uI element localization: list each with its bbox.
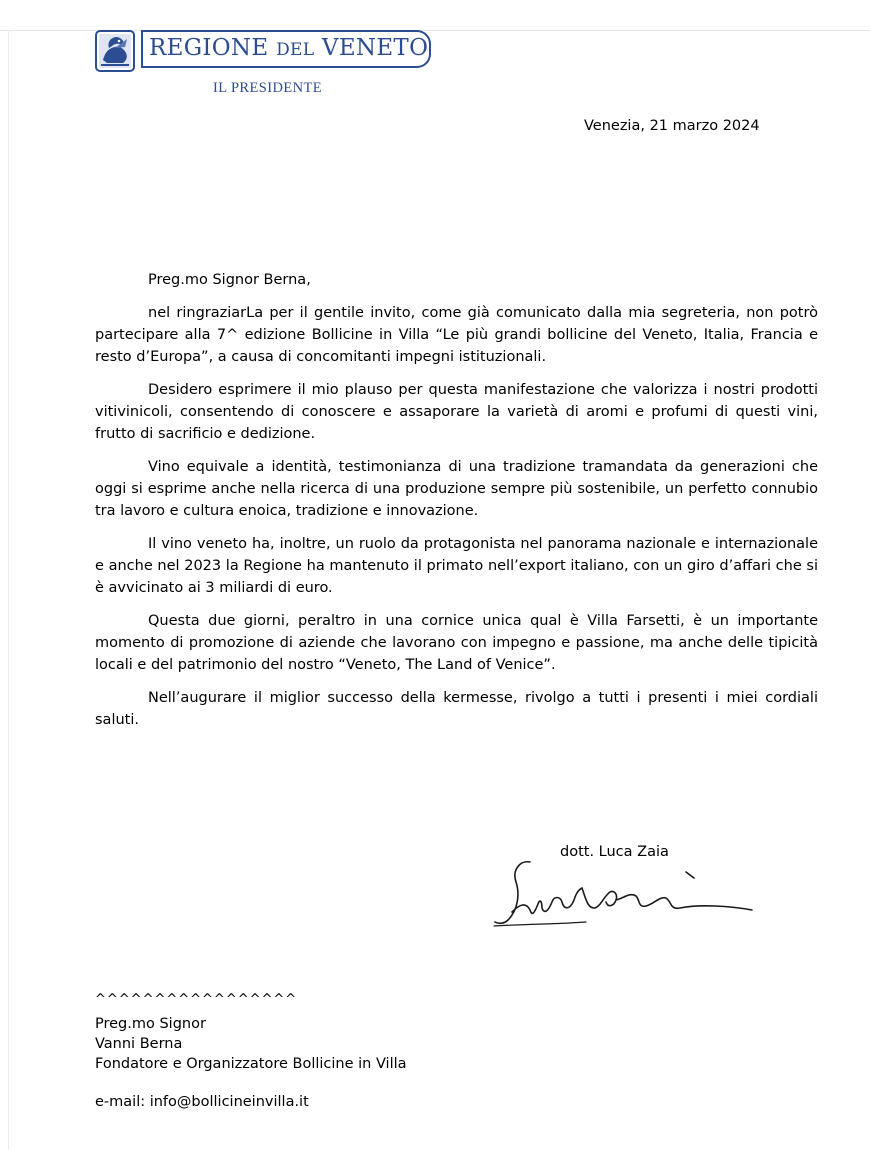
office-title: IL PRESIDENTE bbox=[213, 80, 322, 96]
paragraph-2: Desidero esprimere il mio plauso per questa manifestazione che valorizza i nostri prodotti vitivinicoli, consentendo di conoscere e assaporare la varietà di aromi e profumi di questi vini, frutto di sacrificio e dedizione. bbox=[95, 382, 818, 442]
paragraph-5: Questa due giorni, peraltro in una cornice unica qual è Villa Farsetti, è un importante momento di promozione di aziende che lavorano con impegno e passione, ma anche delle tipicità locali e del patrimonio del nostro “Veneto, The Land of Venice”. bbox=[95, 613, 818, 673]
paragraph-4: Il vino veneto ha, inoltre, un ruolo da protagonista nel panorama nazionale e internazionale e anche nel 2023 la Regione ha mantenuto il primato nell’export italiano, con un giro d’affari che si è avvicinato ai 3 miliardi di euro. bbox=[95, 536, 818, 596]
letterhead bbox=[95, 30, 440, 100]
brand-regione: REGIONE bbox=[149, 35, 269, 61]
brand-del: DEL bbox=[276, 40, 315, 60]
handwritten-signature bbox=[490, 852, 760, 932]
paragraph-3: Vino equivale a identità, testimonianza di una tradizione tramandata da generazioni che oggi si esprime anche nella ricerca di una produzione sempre più sostenibile, un perfetto connubio tra lavoro e cultura enoica, tradizione e innovazione. bbox=[95, 459, 818, 519]
signer-name: dott. Luca Zaia bbox=[560, 844, 669, 860]
separator-carets: ^^^^^^^^^^^^^^^^^ bbox=[95, 992, 298, 1007]
logo-wordmark bbox=[149, 35, 428, 61]
logo-wordmark-box bbox=[141, 30, 431, 68]
page-left-edge bbox=[8, 30, 9, 1150]
recipient-name: Vanni Berna bbox=[95, 1036, 183, 1052]
paragraph-6: Nell’augurare il miglior successo della kermesse, rivolgo a tutti i presenti i miei cordiali saluti. bbox=[95, 690, 818, 728]
recipient-email: e-mail: info@bollicineinvilla.it bbox=[95, 1094, 309, 1110]
letter-body bbox=[95, 269, 818, 742]
recipient-block bbox=[95, 1014, 407, 1074]
greeting: Preg.mo Signor Berna, bbox=[148, 272, 311, 288]
paragraph-1: nel ringraziarLa per il gentile invito, come già comunicato dalla mia segreteria, non potrò partecipare alla 7^ edizione Bollicine in Villa “Le più grandi bollicine del Veneto, Italia, Francia e resto d’Europa”, a causa di concomitanti impegni istituzionali. bbox=[95, 305, 818, 365]
place-date: Venezia, 21 marzo 2024 bbox=[584, 118, 760, 134]
winged-lion-icon bbox=[95, 30, 135, 72]
recipient-salutation: Preg.mo Signor bbox=[95, 1016, 206, 1032]
recipient-role: Fondatore e Organizzatore Bollicine in Villa bbox=[95, 1056, 407, 1072]
brand-veneto: VENETO bbox=[321, 35, 429, 61]
